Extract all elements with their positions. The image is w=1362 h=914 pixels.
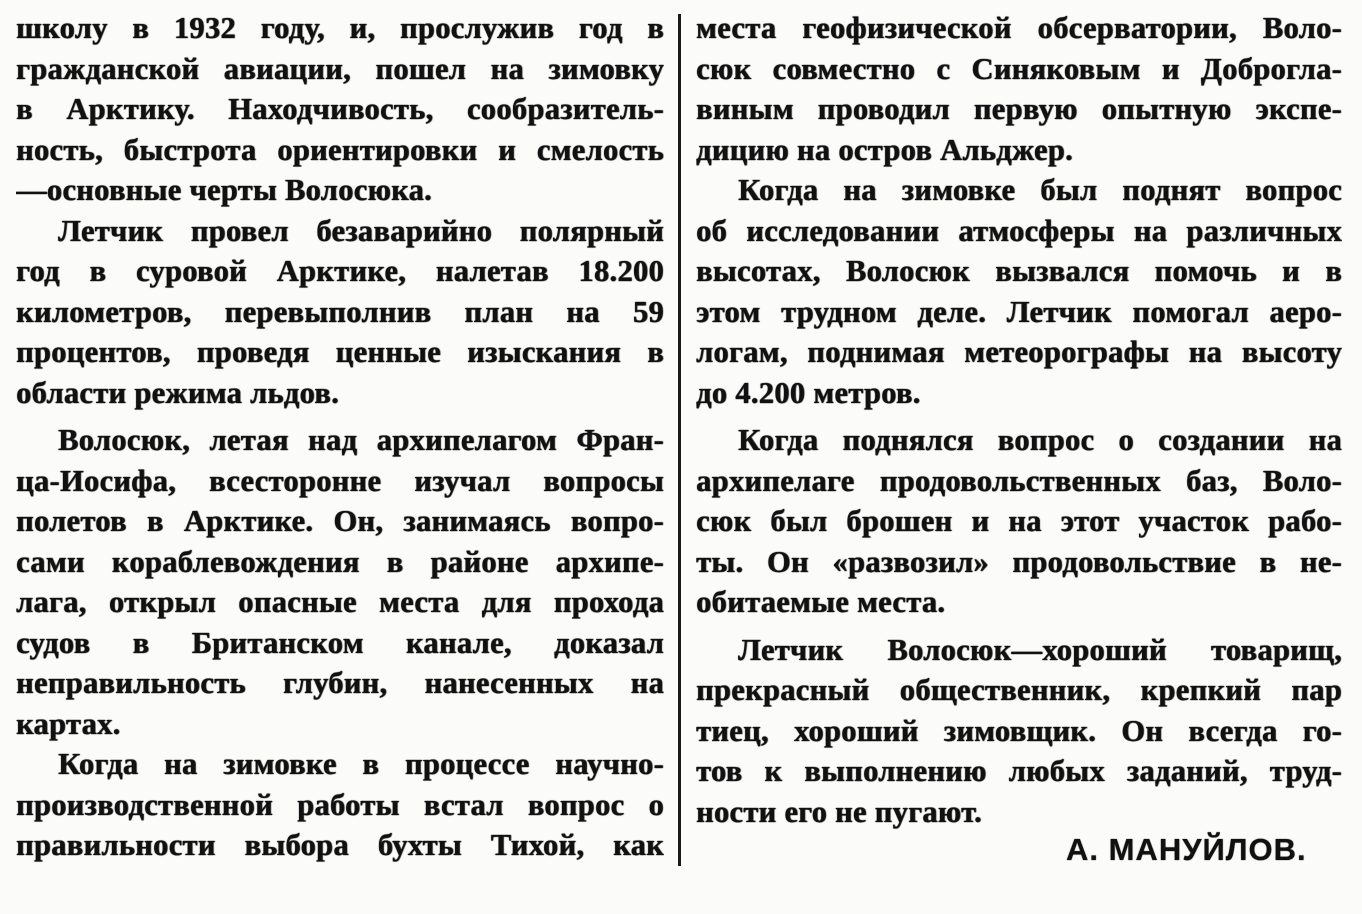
text-line: лага, открыл опасные места для прохода xyxy=(16,585,664,619)
text-line: год в суровой Арктике, налетав 18.200 xyxy=(16,254,664,288)
text-line: архипелаге продовольственных баз, Воло- xyxy=(696,463,1342,498)
text-line: Когда поднялся вопрос о создании на xyxy=(738,423,1342,457)
paragraph xyxy=(16,744,664,866)
text-line: этом трудном деле. Летчик помогал аеро- xyxy=(696,294,1342,329)
text-line: области режима льдов. xyxy=(16,375,340,410)
text-line: в Арктику. Находчивость, сообразитель- xyxy=(16,92,664,126)
paragraph xyxy=(16,211,664,414)
text-line: гражданской авиации, пошел на зимовку xyxy=(16,51,664,86)
left-column xyxy=(16,8,664,866)
text-line: прекрасный общественник, крепкий пар xyxy=(696,673,1342,707)
author-signature: А. МАНУЙЛОВ. xyxy=(1066,832,1307,867)
text-line: —основные черты Волосюка. xyxy=(16,173,432,207)
text-line: до 4.200 метров. xyxy=(696,375,921,410)
text-line: процентов, проведя ценные изыскания в xyxy=(16,335,664,369)
column-divider xyxy=(678,14,681,866)
text-line: Когда на зимовке в процессе научно- xyxy=(58,747,664,781)
text-line: виным проводил первую опытную экспе- xyxy=(696,92,1342,126)
text-line: высотах, Волосюк вызвался помочь и в xyxy=(696,254,1342,288)
text-line: школу в 1932 году, и, прослужив год в xyxy=(16,11,664,45)
text-line: правильности выбора бухты Тихой, как xyxy=(16,828,664,862)
text-line: ности его не пугают. xyxy=(696,794,982,829)
text-line: логам, поднимая метеорографы на высоту xyxy=(696,335,1342,369)
paragraph xyxy=(16,420,664,744)
text-line: ты. Он «развозил» продовольствие в не- xyxy=(696,544,1342,579)
paragraph xyxy=(696,630,1342,833)
paragraph xyxy=(696,420,1342,623)
text-line: сюк совместно с Синяковым и Доброгла- xyxy=(696,51,1342,86)
text-line: ность, быстрота ориентировки и смелость xyxy=(16,132,664,167)
paragraph xyxy=(16,8,664,211)
text-line: Летчик провел безаварийно полярный xyxy=(58,213,664,248)
text-line: тов к выполнению любых заданий, труд- xyxy=(696,754,1342,788)
paragraph xyxy=(696,8,1342,170)
text-line: сами кораблевождения в районе архипе- xyxy=(16,544,664,579)
right-column xyxy=(696,8,1342,832)
text-line: Волосюк, летая над архипелагом Фран- xyxy=(58,423,664,457)
text-line: производственной работы встал вопрос о xyxy=(16,787,664,822)
text-line: неправильность глубин, нанесенных на xyxy=(16,666,664,700)
text-line: тиец, хороший зимовщик. Он всегда го- xyxy=(696,713,1342,748)
text-line: картах. xyxy=(16,706,121,741)
text-line: судов в Британском канале, доказал xyxy=(16,625,664,660)
text-line: ца-Иосифа, всесторонне изучал вопросы xyxy=(16,463,664,498)
text-line: Когда на зимовке был поднят вопрос xyxy=(738,173,1342,207)
text-line: километров, перевыполнив план на 59 xyxy=(16,294,664,329)
text-line: обитаемые места. xyxy=(696,585,946,619)
text-line: сюк был брошен и на этот участок рабо- xyxy=(696,504,1342,538)
text-line: полетов в Арктике. Он, занимаясь вопро- xyxy=(16,504,664,538)
text-line: Летчик Волосюк—хороший товарищ, xyxy=(738,632,1342,667)
text-line: места геофизической обсерватории, Воло- xyxy=(696,11,1342,45)
paragraph xyxy=(696,170,1342,413)
text-line: об исследовании атмосферы на различных xyxy=(696,213,1342,248)
text-line: дицию на остров Альджер. xyxy=(696,132,1073,167)
